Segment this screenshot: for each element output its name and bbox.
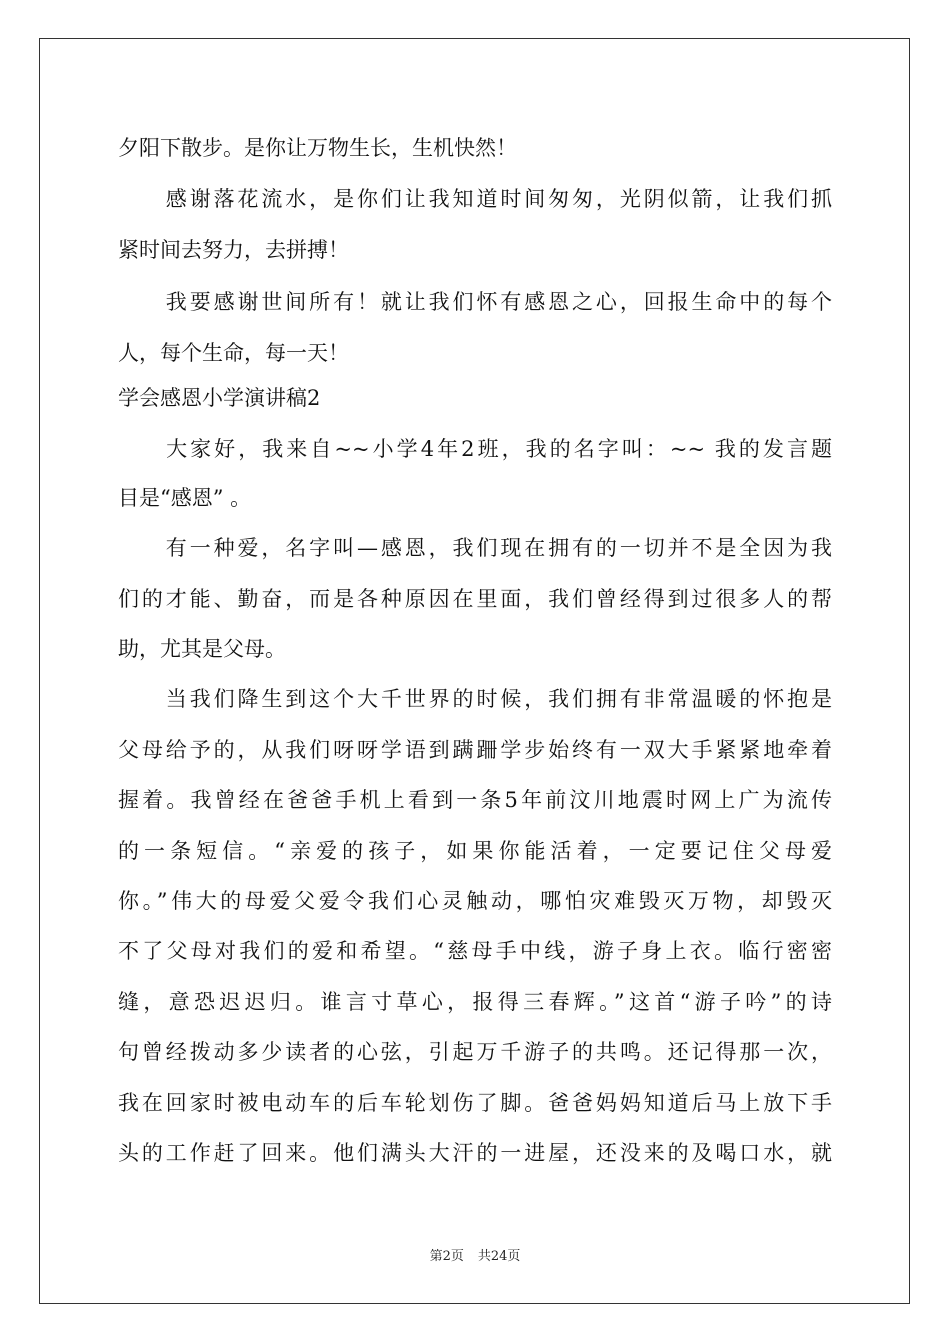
section-heading: 学会感恩小学演讲稿2 (118, 386, 321, 410)
text-line: 当我们降生到这个大千世界的时候，我们拥有非常温暖的怀抱是 (118, 687, 832, 711)
text-line: 你。”伟大的母爱父爱令我们心灵触动，哪怕灾难毁灭万物，却毁灭 (118, 889, 832, 913)
page-total: 共24页 (477, 1249, 521, 1264)
page-number: 第2页 (429, 1249, 464, 1264)
text-line: 不了父母对我们的爱和希望。“慈母手中线，游子身上衣。临行密密 (118, 939, 832, 963)
text-line: 人，每个生命，每一天！ (118, 341, 349, 365)
text-line: 我在回家时被电动车的后车轮划伤了脚。爸爸妈妈知道后马上放下手 (118, 1091, 832, 1115)
text-line: 们的才能、勤奋，而是各种原因在里面，我们曾经得到过很多人的帮 (118, 587, 832, 611)
text-line: 目是“感恩” 。 (118, 486, 252, 510)
text-line: 缝，意恐迟迟归。谁言寸草心，报得三春辉。”这首“游子吟”的诗 (118, 990, 832, 1014)
text-line: 握着。我曾经在爸爸手机上看到一条5年前汶川地震时网上广为流传 (118, 788, 832, 812)
text-line: 大家好，我来自~~小学4年2班，我的名字叫：~~ 我的发言题 (118, 437, 832, 461)
text-line: 紧时间去努力，去拼搏！ (118, 238, 349, 262)
text-line: 我要感谢世间所有！就让我们怀有感恩之心，回报生命中的每个 (118, 290, 832, 314)
text-line: 头的工作赶了回来。他们满头大汗的一进屋，还没来的及喝口水，就 (118, 1141, 832, 1165)
text-line: 的一条短信。“亲爱的孩子，如果你能活着，一定要记住父母爱 (118, 839, 832, 863)
text-line: 感谢落花流水，是你们让我知道时间匆匆，光阴似箭，让我们抓 (118, 187, 832, 211)
text-line: 助，尤其是父母。 (118, 637, 286, 661)
text-line: 父母给予的，从我们呀呀学语到蹒跚学步始终有一双大手紧紧地牵着 (118, 738, 832, 762)
text-line: 有一种爱，名字叫—感恩，我们现在拥有的一切并不是全因为我 (118, 536, 832, 560)
text-line: 夕阳下散步。是你让万物生长，生机快然！ (118, 136, 517, 160)
page-footer (0, 1248, 950, 1266)
text-line: 句曾经拨动多少读者的心弦，引起万千游子的共鸣。还记得那一次， (118, 1040, 832, 1064)
